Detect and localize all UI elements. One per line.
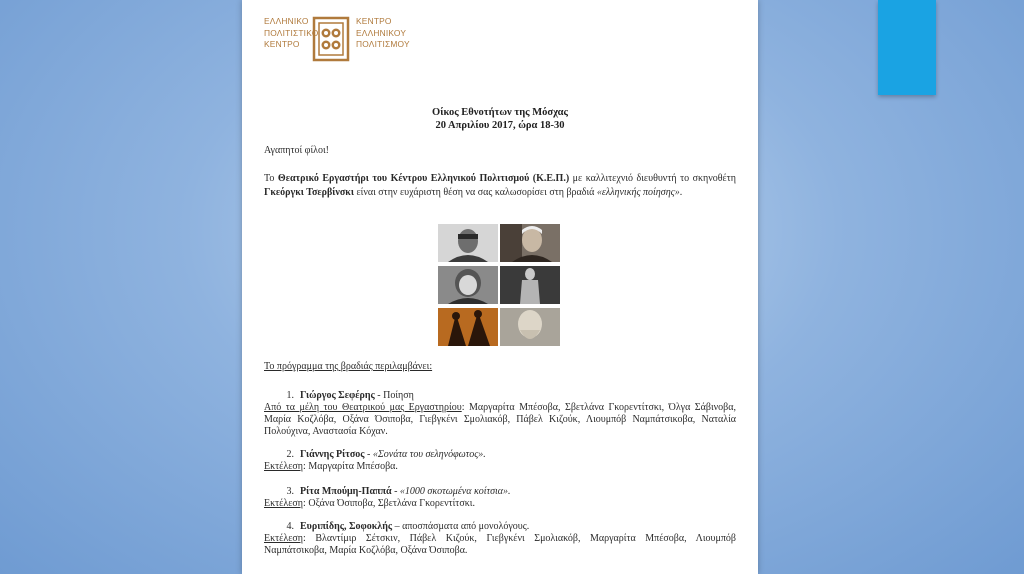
logo xyxy=(264,14,410,66)
intro-text-3: είναι στην ευχάριστη θέση να σας καλωσορίσει στη βραδιά xyxy=(353,187,597,198)
logo-right-text: ΚΕΝΤΡΟ ΕΛΛΗΝΙΚΟΥ ΠΟΛΙΤΙΣΜΟΥ xyxy=(356,16,410,49)
item-author: Ρίτα Μπούμη-Παππά xyxy=(300,486,392,497)
item-author: Ευριπίδης, Σοφοκλής xyxy=(300,521,393,532)
intro-text-4: . xyxy=(679,187,683,198)
photo-bust xyxy=(500,308,560,346)
item-performers: : Οξάνα Όσιποβα, Σβετλάνα Γκορεντίτσκι. xyxy=(303,498,475,509)
item-author: Γιώργος Σεφέρης xyxy=(300,390,375,401)
item-number: 1. xyxy=(286,390,294,401)
intro-paragraph xyxy=(264,172,736,200)
intro-text-1: Το xyxy=(264,173,278,184)
item-number: 3. xyxy=(286,486,294,497)
logo-emblem-icon xyxy=(312,16,350,62)
item-title: – αποσπάσματα από μονολόγους. xyxy=(392,521,530,532)
document-page xyxy=(242,0,758,574)
item-performers: : Μαργαρίτα Μπέσοβα, Σβετλάνα Γκορεντίτσκι, Όλγα Σάβινοβα, Μαρία Κοζλόβα, Οξάνα Όσιποβα, Γιεβγκένι Σμολιακόβ, Πάβελ Κιζούκ, Λιουμπόβ Ναμπάτσικοβα, Ναταλία Πολούχινα, Αναστασία Κόχαν. xyxy=(264,402,736,437)
logo-left-text: ΕΛΛΗΝΙΚΟ ΠΟΛΙΤΙΣΤΙΚΟ ΚΕΝΤΡΟ xyxy=(264,16,319,49)
item-performers-label: Εκτέλεση xyxy=(264,461,304,472)
program-heading: Το πρόγραμμα της βραδιάς περιλαμβάνει: xyxy=(264,361,433,372)
item-performers: : Μαργαρίτα Μπέσοβα. xyxy=(303,461,398,472)
item-performers-label: Εκτέλεση xyxy=(264,498,304,509)
greeting: Αγαπητοί φίλοι! xyxy=(264,145,330,156)
item-title: - «Σονάτα του σεληνόφωτος». xyxy=(364,449,486,460)
intro-director-name: Γκεόργκι Τσερβίνσκι xyxy=(264,187,354,198)
program-item-2 xyxy=(264,449,736,473)
program-item-3 xyxy=(264,486,736,510)
item-performers-label: Εκτέλεση xyxy=(264,533,304,544)
item-number: 2. xyxy=(286,449,294,460)
item-title: - Ποίηση xyxy=(374,390,414,401)
program-item-1 xyxy=(264,390,736,438)
photo-seferis xyxy=(438,224,498,262)
heading-venue: Οίκος Εθνοτήτων της Μόσχας xyxy=(432,107,568,118)
accent-rectangle xyxy=(878,0,936,95)
intro-text-2: με καλλιτεχνιό διευθυντή το σκηνοθέτη xyxy=(569,173,737,184)
item-performers-label: Από τα μέλη του Θεατρικού μας Εργαστηρίου xyxy=(264,402,462,413)
poet-photo-grid xyxy=(438,224,562,348)
photo-vase-painting xyxy=(438,308,498,346)
intro-event-name: «ελληνικής ποίησης» xyxy=(596,187,680,198)
photo-statue xyxy=(500,266,560,304)
photo-boumi-pappa xyxy=(438,266,498,304)
item-performers: : Βλαντίμιρ Σέτσκιν, Πάβελ Κιζούκ, Γιεβγκένι Σμολιακόβ, Μαργαρίτα Μπέσοβα, Λιουμπόβ Ναμπάτσικοβα, Μαρία Κοζλόβα, Οξάνα Όσιποβα. xyxy=(264,533,736,556)
program-item-4 xyxy=(264,521,736,557)
heading-date: 20 Απριλίου 2017, ώρα 18-30 xyxy=(435,120,565,131)
photo-ritsos xyxy=(500,224,560,262)
item-title: - «1000 σκοτωμένα κοίτσια». xyxy=(391,486,511,497)
item-author: Γιάννης Ρίτσος xyxy=(300,449,365,460)
item-number: 4. xyxy=(286,521,294,532)
intro-workshop-name: Θεατρικό Εργαστήρι του Κέντρου Ελληνικού Πολιτισμού (Κ.Ε.Π.) xyxy=(277,173,570,184)
